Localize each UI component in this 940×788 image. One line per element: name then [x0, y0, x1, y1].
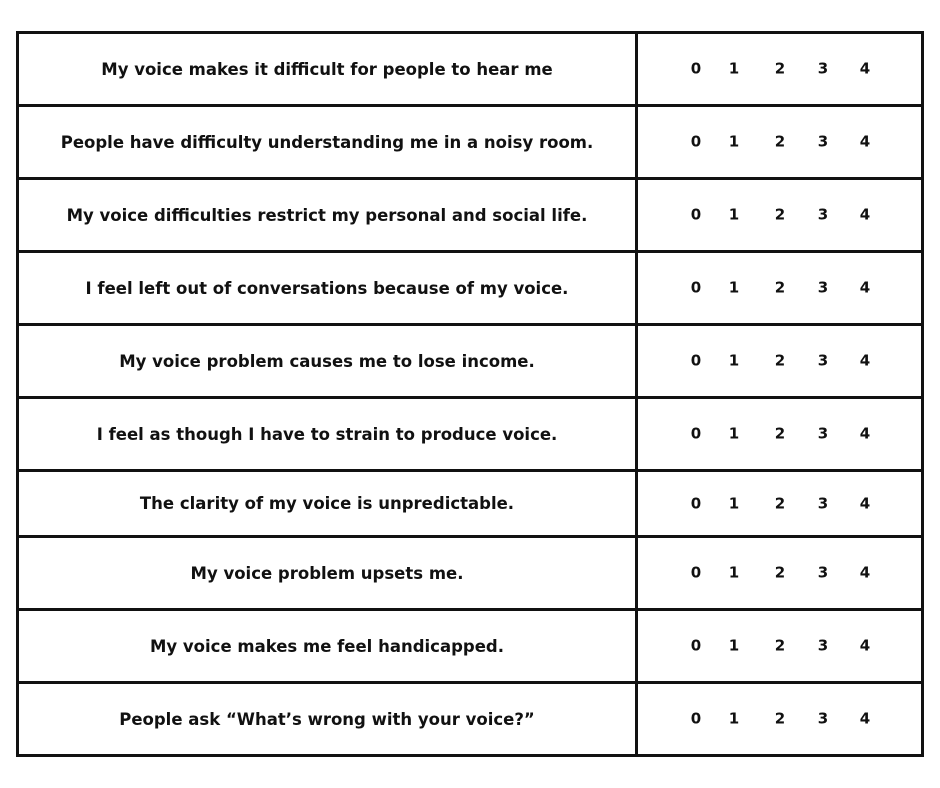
voice-handicap-table: [16, 31, 924, 757]
rating-option-0[interactable]: 0: [690, 205, 702, 224]
rating-option-2[interactable]: 2: [774, 709, 786, 728]
question-text: My voice problem causes me to lose income.: [19, 326, 638, 396]
rating-option-3[interactable]: 3: [817, 59, 829, 78]
rating-option-1[interactable]: 1: [728, 636, 740, 655]
rating-option-4[interactable]: 4: [859, 563, 871, 582]
rating-option-3[interactable]: 3: [817, 709, 829, 728]
rating-option-4[interactable]: 4: [859, 59, 871, 78]
table-row: [19, 107, 921, 180]
question-text: My voice problem upsets me.: [19, 538, 638, 608]
question-text: I feel as though I have to strain to produce voice.: [19, 399, 638, 469]
rating-option-1[interactable]: 1: [728, 424, 740, 443]
table-row: [19, 472, 921, 538]
rating-option-4[interactable]: 4: [859, 636, 871, 655]
rating-option-3[interactable]: 3: [817, 351, 829, 370]
question-text: My voice makes me feel handicapped.: [19, 611, 638, 681]
question-text: People ask “What’s wrong with your voice?”: [19, 684, 638, 754]
rating-scale: [638, 399, 921, 469]
rating-scale: [638, 538, 921, 608]
question-text: My voice makes it difficult for people to hear me: [19, 34, 638, 104]
rating-scale: [638, 472, 921, 535]
rating-option-3[interactable]: 3: [817, 494, 829, 512]
rating-scale: [638, 326, 921, 396]
rating-option-1[interactable]: 1: [728, 351, 740, 370]
rating-option-3[interactable]: 3: [817, 636, 829, 655]
rating-option-3[interactable]: 3: [817, 205, 829, 224]
rating-option-3[interactable]: 3: [817, 278, 829, 297]
rating-option-0[interactable]: 0: [690, 709, 702, 728]
rating-option-3[interactable]: 3: [817, 563, 829, 582]
rating-option-1[interactable]: 1: [728, 709, 740, 728]
table-row: [19, 253, 921, 326]
rating-option-1[interactable]: 1: [728, 59, 740, 78]
question-text: People have difficulty understanding me in a noisy room.: [19, 107, 638, 177]
rating-option-0[interactable]: 0: [690, 59, 702, 78]
table-row: [19, 326, 921, 399]
rating-option-2[interactable]: 2: [774, 351, 786, 370]
rating-option-2[interactable]: 2: [774, 563, 786, 582]
rating-option-4[interactable]: 4: [859, 494, 871, 512]
question-text: I feel left out of conversations because of my voice.: [19, 253, 638, 323]
question-text: My voice difficulties restrict my personal and social life.: [19, 180, 638, 250]
rating-option-0[interactable]: 0: [690, 424, 702, 443]
rating-option-4[interactable]: 4: [859, 278, 871, 297]
rating-option-1[interactable]: 1: [728, 494, 740, 512]
rating-option-0[interactable]: 0: [690, 494, 702, 512]
rating-option-3[interactable]: 3: [817, 132, 829, 151]
rating-option-2[interactable]: 2: [774, 424, 786, 443]
rating-scale: [638, 180, 921, 250]
rating-option-3[interactable]: 3: [817, 424, 829, 443]
rating-option-2[interactable]: 2: [774, 59, 786, 78]
rating-option-2[interactable]: 2: [774, 205, 786, 224]
table-row: [19, 611, 921, 684]
rating-option-4[interactable]: 4: [859, 351, 871, 370]
rating-option-2[interactable]: 2: [774, 636, 786, 655]
rating-option-0[interactable]: 0: [690, 351, 702, 370]
rating-option-0[interactable]: 0: [690, 278, 702, 297]
table-row: [19, 538, 921, 611]
rating-option-0[interactable]: 0: [690, 563, 702, 582]
table-row: [19, 399, 921, 472]
rating-option-0[interactable]: 0: [690, 132, 702, 151]
rating-option-1[interactable]: 1: [728, 563, 740, 582]
rating-option-1[interactable]: 1: [728, 132, 740, 151]
rating-scale: [638, 611, 921, 681]
rating-option-2[interactable]: 2: [774, 278, 786, 297]
rating-scale: [638, 34, 921, 104]
table-row: [19, 684, 921, 754]
rating-option-2[interactable]: 2: [774, 132, 786, 151]
rating-option-4[interactable]: 4: [859, 424, 871, 443]
rating-scale: [638, 253, 921, 323]
rating-option-4[interactable]: 4: [859, 132, 871, 151]
rating-option-2[interactable]: 2: [774, 494, 786, 512]
rating-scale: [638, 684, 921, 754]
rating-option-4[interactable]: 4: [859, 205, 871, 224]
rating-scale: [638, 107, 921, 177]
question-text: The clarity of my voice is unpredictable.: [19, 472, 638, 535]
rating-option-0[interactable]: 0: [690, 636, 702, 655]
rating-option-1[interactable]: 1: [728, 278, 740, 297]
table-row: [19, 34, 921, 107]
table-row: [19, 180, 921, 253]
rating-option-1[interactable]: 1: [728, 205, 740, 224]
rating-option-4[interactable]: 4: [859, 709, 871, 728]
